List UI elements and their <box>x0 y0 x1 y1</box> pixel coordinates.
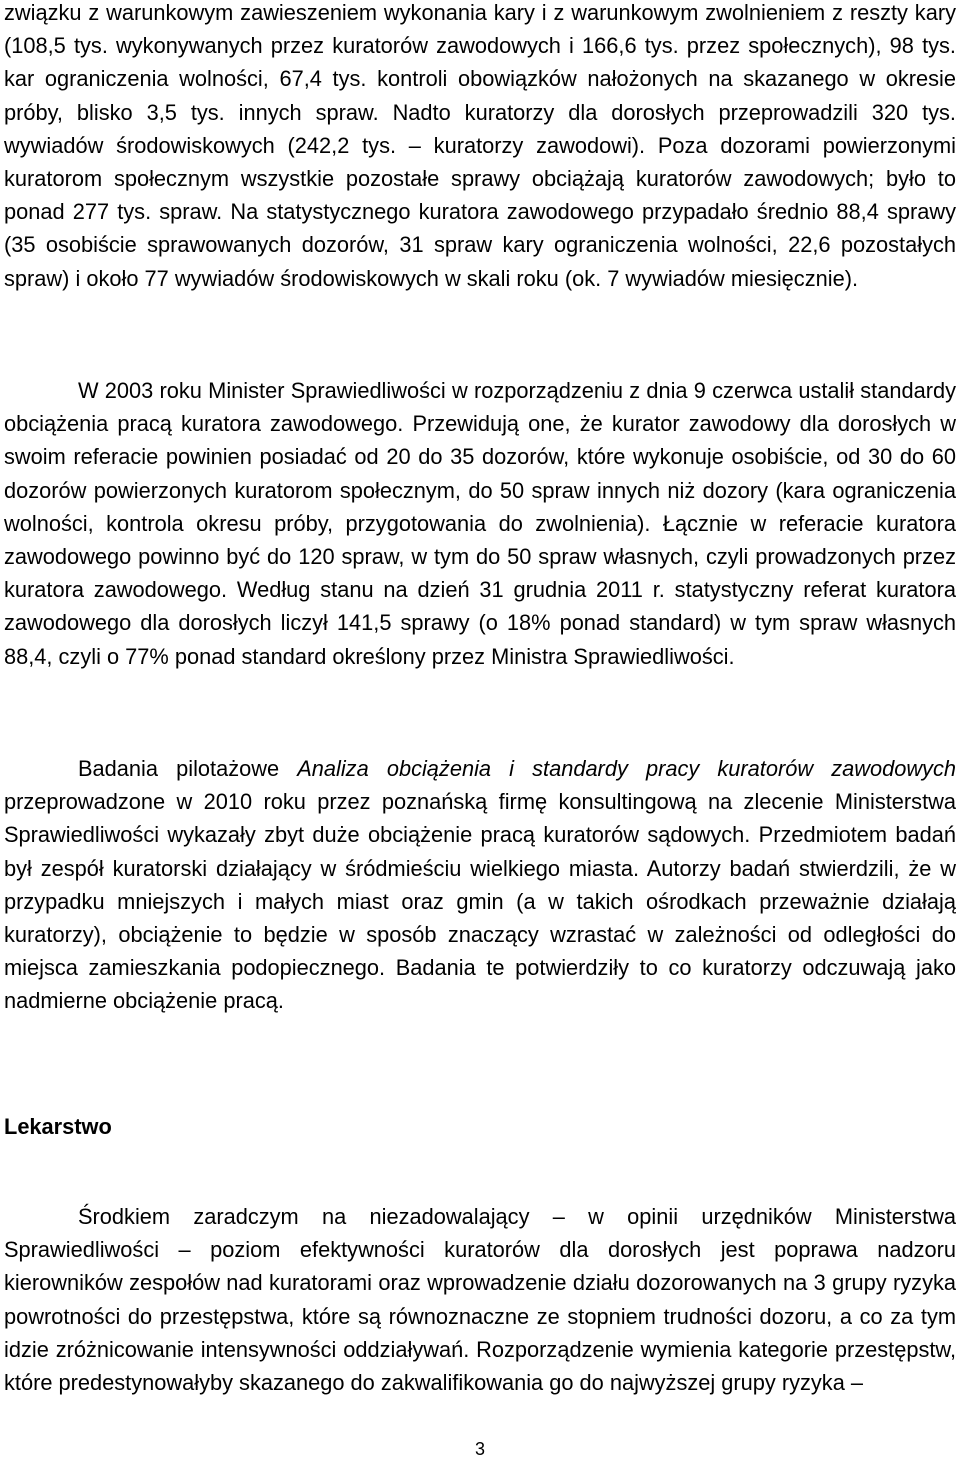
page-number: 3 <box>474 1439 485 1459</box>
paragraph-pilot-study <box>4 752 956 1018</box>
paragraph-workload-standards: W 2003 roku Minister Sprawiedliwości w rozporządzeniu z dnia 9 czerwca ustalił standardy obciążenia pracą kuratora zawodowego. Przewidują one, że kurator zawodowy dla dorosłych w swoim referacie powinien posiadać od 20 do 35 dozorów, które wykonuje osobiście, od 30 do 60 dozorów powierzonych kuratorom społecznym, do 50 spraw innych niż dozory (kara ograniczenia wolności, kontrola okresu próby, przygotowania do zwolnienia). Łącznie w referacie kuratora zawodowego powinno być do 120 spraw, w tym do 50 spraw własnych, czyli prowadzonych przez kuratora zawodowego. Według stanu na dzień 31 grudnia 2011 r. statystyczny referat kuratora zawodowego dla dorosłych liczył 141,5 sprawy (o 18% ponad standard) w tym spraw własnych 88,4, czyli o 77% ponad standard określony przez Ministra Sprawiedliwości. <box>4 378 956 669</box>
pilot-study-body-text: przeprowadzone w 2010 roku przez poznańską firmę konsultingową na zlecenie Ministerstwa Sprawiedliwości wykazały zbyt duże obciążenie pracą kuratorów sądowych. Przedmiotem badań był zespół kuratorski działający w śródmieściu wielkiego miasta. Autorzy badań stwierdzili, że w przypadku mniejszych i małych miast oraz gmin (a w takich ośrodkach przeważnie działają kuratorzy), obciążenie to będzie w sposób znaczący wzrastać w zależności od odległości do miejsca zamieszkania podopiecznego. Badania te potwierdziły to co kuratorzy odczuwają jako nadmierne obciążenie pracą. <box>4 789 956 1014</box>
paragraph-statistics-continuation: związku z warunkowym zawieszeniem wykonania kary i z warunkowym zwolnieniem z reszty kary (108,5 tys. wykonywanych przez kuratorów zawodowych i 166,6 tys. przez społecznych), 98 tys. kar ograniczenia wolności, 67,4 tys. kontroli obowiązków nałożonych na skazanego w okresie próby, blisko 3,5 tys. innych spraw. Nadto kuratorzy dla dorosłych przeprowadzili 320 tys. wywiadów środowiskowych (242,2 tys. – kuratorzy zawodowi). Poza dozorami powierzonymi kuratorom społecznym wszystkie pozostałe sprawy obciążają kuratorów zawodowych; było to ponad 277 tys. spraw. Na statystycznego kuratora zawodowego przypadało średnio 88,4 sprawy (35 osobiście sprawowanych dozorów, 31 spraw kary ograniczenia wolności, 22,6 pozostałych spraw) i około 77 wywiadów środowiskowych w skali roku (ok. 7 wywiadów miesięcznie). <box>4 0 956 291</box>
pilot-study-lead-text: Badania pilotażowe <box>78 756 298 781</box>
study-title: Analiza obciążenia i standardy pracy kuratorów zawodowych <box>297 756 956 781</box>
paragraph-remedy: Środkiem zaradczym na niezadowalający – w opinii urzędników Ministerstwa Sprawiedliwości – poziom efektywności kuratorów dla dorosłych jest poprawa nadzoru kierowników zespołów nad kuratorami oraz wprowadzenie działu dozorowanych na 3 grupy ryzyka powrotności do przestępstwa, które są równoznaczne ze stopniem trudności dozoru, a co za tym idzie zróżnicowanie intensywności oddziaływań. Rozporządzenie wymienia kategorie przestępstw, które predestynowałyby skazanego do zakwalifikowania go do najwyższej grupy ryzyka – <box>4 1204 956 1396</box>
section-heading: Lekarstwo <box>4 1114 112 1139</box>
